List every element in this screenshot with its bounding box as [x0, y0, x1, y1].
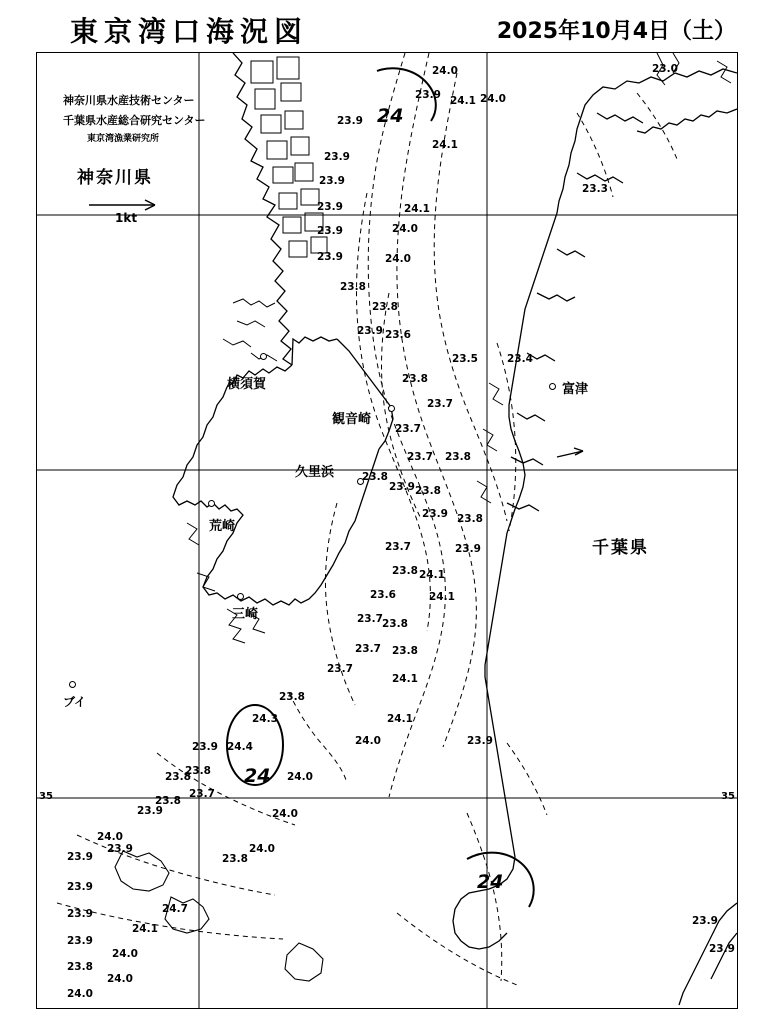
- warm-core-label-north: 24: [377, 105, 404, 127]
- sst-value: 23.9: [67, 935, 93, 947]
- marker-yokosuka: [260, 353, 267, 360]
- sst-value: 23.9: [67, 908, 93, 920]
- sst-value: 23.8: [67, 961, 93, 973]
- map-vector-layer: [37, 53, 737, 1008]
- sst-value: 24.0: [432, 65, 458, 77]
- label-kannonzaki: 観音崎: [332, 412, 372, 427]
- sst-value: 23.7: [189, 788, 215, 800]
- sst-value: 24.0: [249, 843, 275, 855]
- sst-value: 23.9: [467, 735, 493, 747]
- label-buoy: ブイ: [63, 695, 86, 709]
- marker-buoy: [69, 681, 76, 688]
- sst-value: 23.6: [370, 589, 396, 601]
- sst-value: 23.9: [317, 251, 343, 263]
- sst-value: 23.8: [457, 513, 483, 525]
- sst-value: 24.1: [419, 569, 445, 581]
- label-kanagawa-pref: 神奈川県: [77, 168, 153, 188]
- sst-value: 23.7: [355, 643, 381, 655]
- sst-value: 23.9: [317, 201, 343, 213]
- sst-value: 24.0: [392, 223, 418, 235]
- sst-value: 24.0: [112, 948, 138, 960]
- credit-kanagawa: 神奈川県水産技術センター: [63, 94, 195, 107]
- sst-value: 24.7: [162, 903, 188, 915]
- warm-core-label-center: 24: [244, 765, 271, 787]
- sst-value: 24.1: [404, 203, 430, 215]
- latitude-label-left: 35: [39, 791, 53, 802]
- sst-value: 23.8: [392, 565, 418, 577]
- sst-value: 23.8: [279, 691, 305, 703]
- sst-value: 23.7: [385, 541, 411, 553]
- sst-value: 24.4: [227, 741, 253, 753]
- map-frame[interactable]: [36, 52, 738, 1009]
- sst-value: 23.7: [427, 398, 453, 410]
- sst-value: 24.1: [132, 923, 158, 935]
- coastline-chiba: [453, 69, 737, 949]
- sst-value: 24.0: [287, 771, 313, 783]
- sst-value: 23.8: [340, 281, 366, 293]
- sst-value: 23.8: [415, 485, 441, 497]
- sst-value: 23.9: [319, 175, 345, 187]
- marker-futtsu: [549, 383, 556, 390]
- sst-value: 23.7: [407, 451, 433, 463]
- sst-value: 24.1: [450, 95, 476, 107]
- sst-value: 23.3: [582, 183, 608, 195]
- warm-core-label-south: 24: [477, 871, 504, 893]
- marker-misaki: [237, 593, 244, 600]
- sst-value: 23.8: [185, 765, 211, 777]
- sst-value: 24.0: [67, 988, 93, 1000]
- sst-value: 23.8: [362, 471, 388, 483]
- credit-chiba: 千葉県水産総合研究センター: [63, 114, 206, 127]
- map-canvas: [37, 53, 737, 1008]
- sst-value: 23.8: [372, 301, 398, 313]
- sst-value: 23.8: [402, 373, 428, 385]
- label-kurihama: 久里浜: [295, 465, 335, 480]
- marker-arasaki: [208, 500, 215, 507]
- sst-value: 24.1: [432, 139, 458, 151]
- sst-value: 23.7: [395, 423, 421, 435]
- sst-value: 23.7: [327, 663, 353, 675]
- sst-value: 23.8: [222, 853, 248, 865]
- page-header: [0, 0, 768, 52]
- sst-value: 24.0: [97, 831, 123, 843]
- sst-value: 23.9: [692, 915, 718, 927]
- page-title: 東京湾口海況図: [70, 15, 309, 48]
- sst-value: 23.9: [415, 89, 441, 101]
- sst-value: 24.0: [480, 93, 506, 105]
- sst-value: 23.7: [357, 613, 383, 625]
- islands-southwest: [115, 851, 323, 981]
- urban-blocks: [251, 57, 327, 257]
- sst-value: 23.9: [192, 741, 218, 753]
- label-chiba-pref: 千葉県: [592, 538, 649, 558]
- sst-value: 24.1: [392, 673, 418, 685]
- sst-value: 23.8: [445, 451, 471, 463]
- sst-value: 23.8: [155, 795, 181, 807]
- sst-value: 23.9: [422, 508, 448, 520]
- sst-value: 23.8: [165, 771, 191, 783]
- sst-value: 23.0: [652, 63, 678, 75]
- sst-value: 24.1: [387, 713, 413, 725]
- map-date: 2025年10月4日（土）: [496, 19, 736, 44]
- label-futtsu: 富津: [562, 382, 589, 397]
- sst-value: 23.9: [67, 851, 93, 863]
- sst-value: 23.9: [337, 115, 363, 127]
- credit-tokyowan: 東京湾漁業研究所: [87, 134, 160, 144]
- sst-value: 24.0: [355, 735, 381, 747]
- sst-value: 24.3: [252, 713, 278, 725]
- coast-detail-west: [187, 299, 277, 643]
- graticule: [37, 53, 737, 1008]
- sst-value: 23.9: [107, 843, 133, 855]
- sst-value: 23.9: [67, 881, 93, 893]
- sst-value: 23.8: [392, 645, 418, 657]
- label-yokosuka: 横須賀: [227, 377, 267, 392]
- label-arasaki: 荒崎: [209, 519, 236, 534]
- latitude-label-right: 35: [721, 791, 735, 802]
- sst-value: 24.1: [429, 591, 455, 603]
- sst-value: 23.9: [137, 805, 163, 817]
- sst-value: 23.5: [452, 353, 478, 365]
- sst-value: 23.9: [709, 943, 735, 955]
- sst-value: 23.4: [507, 353, 533, 365]
- warm-core-rings: [227, 68, 534, 907]
- sst-value: 23.9: [317, 225, 343, 237]
- label-misaki: 三崎: [232, 607, 259, 622]
- sst-value: 23.9: [324, 151, 350, 163]
- sst-value: 24.0: [107, 973, 133, 985]
- sst-value: 23.6: [385, 329, 411, 341]
- sst-value: 23.8: [382, 618, 408, 630]
- sst-value: 23.9: [357, 325, 383, 337]
- sst-value: 23.9: [455, 543, 481, 555]
- sst-value: 23.9: [389, 481, 415, 493]
- marker-kannonzaki: [388, 405, 395, 412]
- scale-label: 1kt: [115, 211, 138, 225]
- sst-value: 24.0: [272, 808, 298, 820]
- sst-value: 24.0: [385, 253, 411, 265]
